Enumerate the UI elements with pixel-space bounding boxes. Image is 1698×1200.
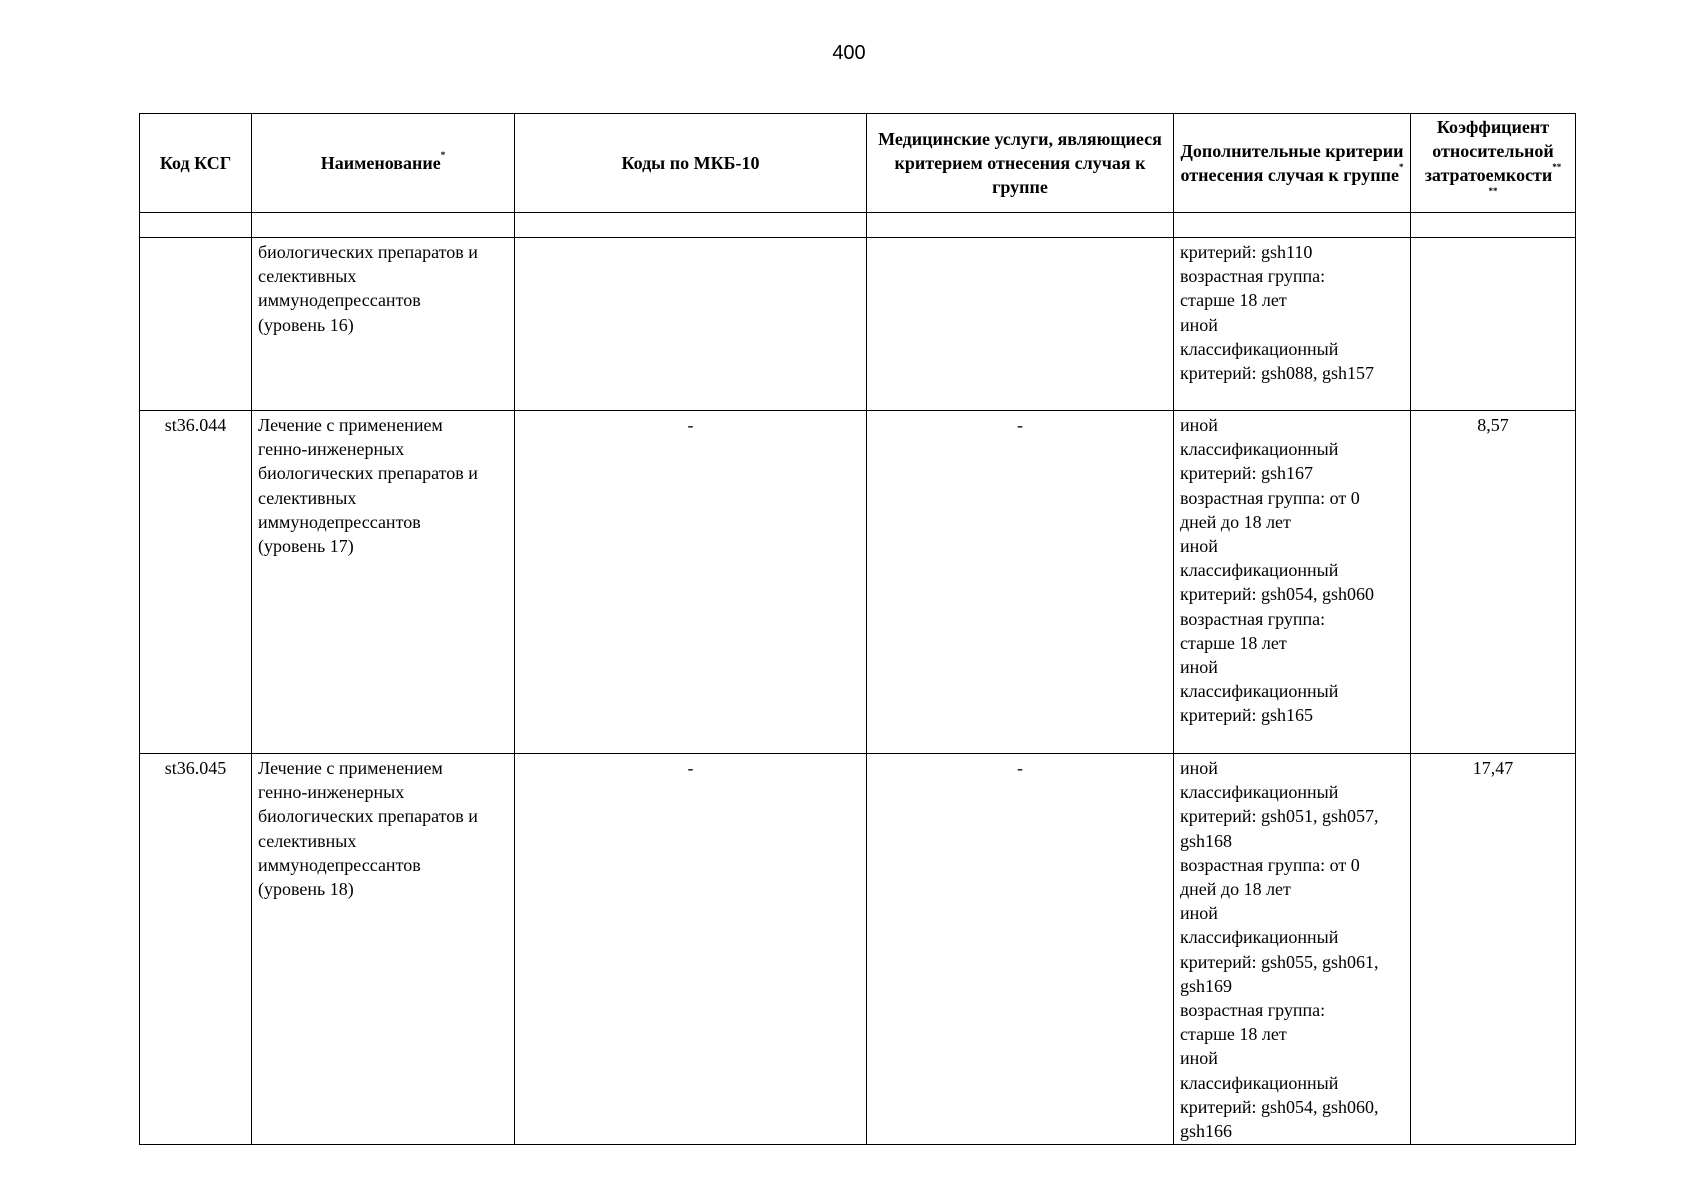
cell-code: st36.044 [140,411,252,754]
table-row [140,411,1576,754]
cell-mkb: - [515,411,867,754]
ksg-table [139,113,1576,1145]
table-header-row [140,114,1576,213]
table-row [140,754,1576,1145]
cell-name: Лечение с применением генно-инженерных биологических препаратов и селективных иммунодепрессантов (уровень 18) [252,754,515,1145]
cell-code [140,238,252,411]
footnote-mark: ** [1552,162,1562,172]
cell-mkb: - [515,754,867,1145]
header-code: Код КСГ [140,114,252,213]
header-services: Медицинские услуги, являющиеся критерием отнесения случая к группе [867,114,1174,213]
footnote-mark: * [1398,162,1404,172]
page-number: 400 [832,42,866,64]
cell-services: - [867,754,1174,1145]
cell-code: st36.045 [140,754,252,1145]
header-name: Наименование* [252,114,515,213]
cell-criteria: иной классификационный критерий: gsh051, gsh057, gsh168 возрастная группа: от 0 дней до 18 лет иной классификационный критерий: gsh055, gsh061, gsh169 возрастная группа: старше 18 лет иной классификационный критерий: gsh054, gsh060, gsh166 [1174,754,1411,1145]
cell-criteria: критерий: gsh110 возрастная группа: старше 18 лет иной классификационный критерий: gsh088, gsh157 [1174,238,1411,411]
cell-criteria: иной классификационный критерий: gsh167 возрастная группа: от 0 дней до 18 лет иной классификационный критерий: gsh054, gsh060 возрастная группа: старше 18 лет иной классификационный критерий: gsh165 [1174,411,1411,754]
cell-services [867,238,1174,411]
cell-coef: 17,47 [1411,754,1576,1145]
header-mkb: Коды по МКБ-10 [515,114,867,213]
cell-services: - [867,411,1174,754]
footnote-mark: * [440,150,446,160]
cell-coef [1411,238,1576,411]
cell-name: Лечение с применением генно-инженерных биологических препаратов и селективных иммунодепрессантов (уровень 17) [252,411,515,754]
table-row [140,238,1576,411]
cell-coef: 8,57 [1411,411,1576,754]
cell-mkb [515,238,867,411]
header-criteria: Дополнительные критерии отнесения случая к группе* [1174,114,1411,213]
empty-row [140,213,1576,238]
header-coef: Коэффициент относительной затратоемкости** ** [1411,114,1576,213]
cell-name: биологических препаратов и селективных иммунодепрессантов (уровень 16) [252,238,515,411]
footnote-mark: ** [1488,186,1498,196]
